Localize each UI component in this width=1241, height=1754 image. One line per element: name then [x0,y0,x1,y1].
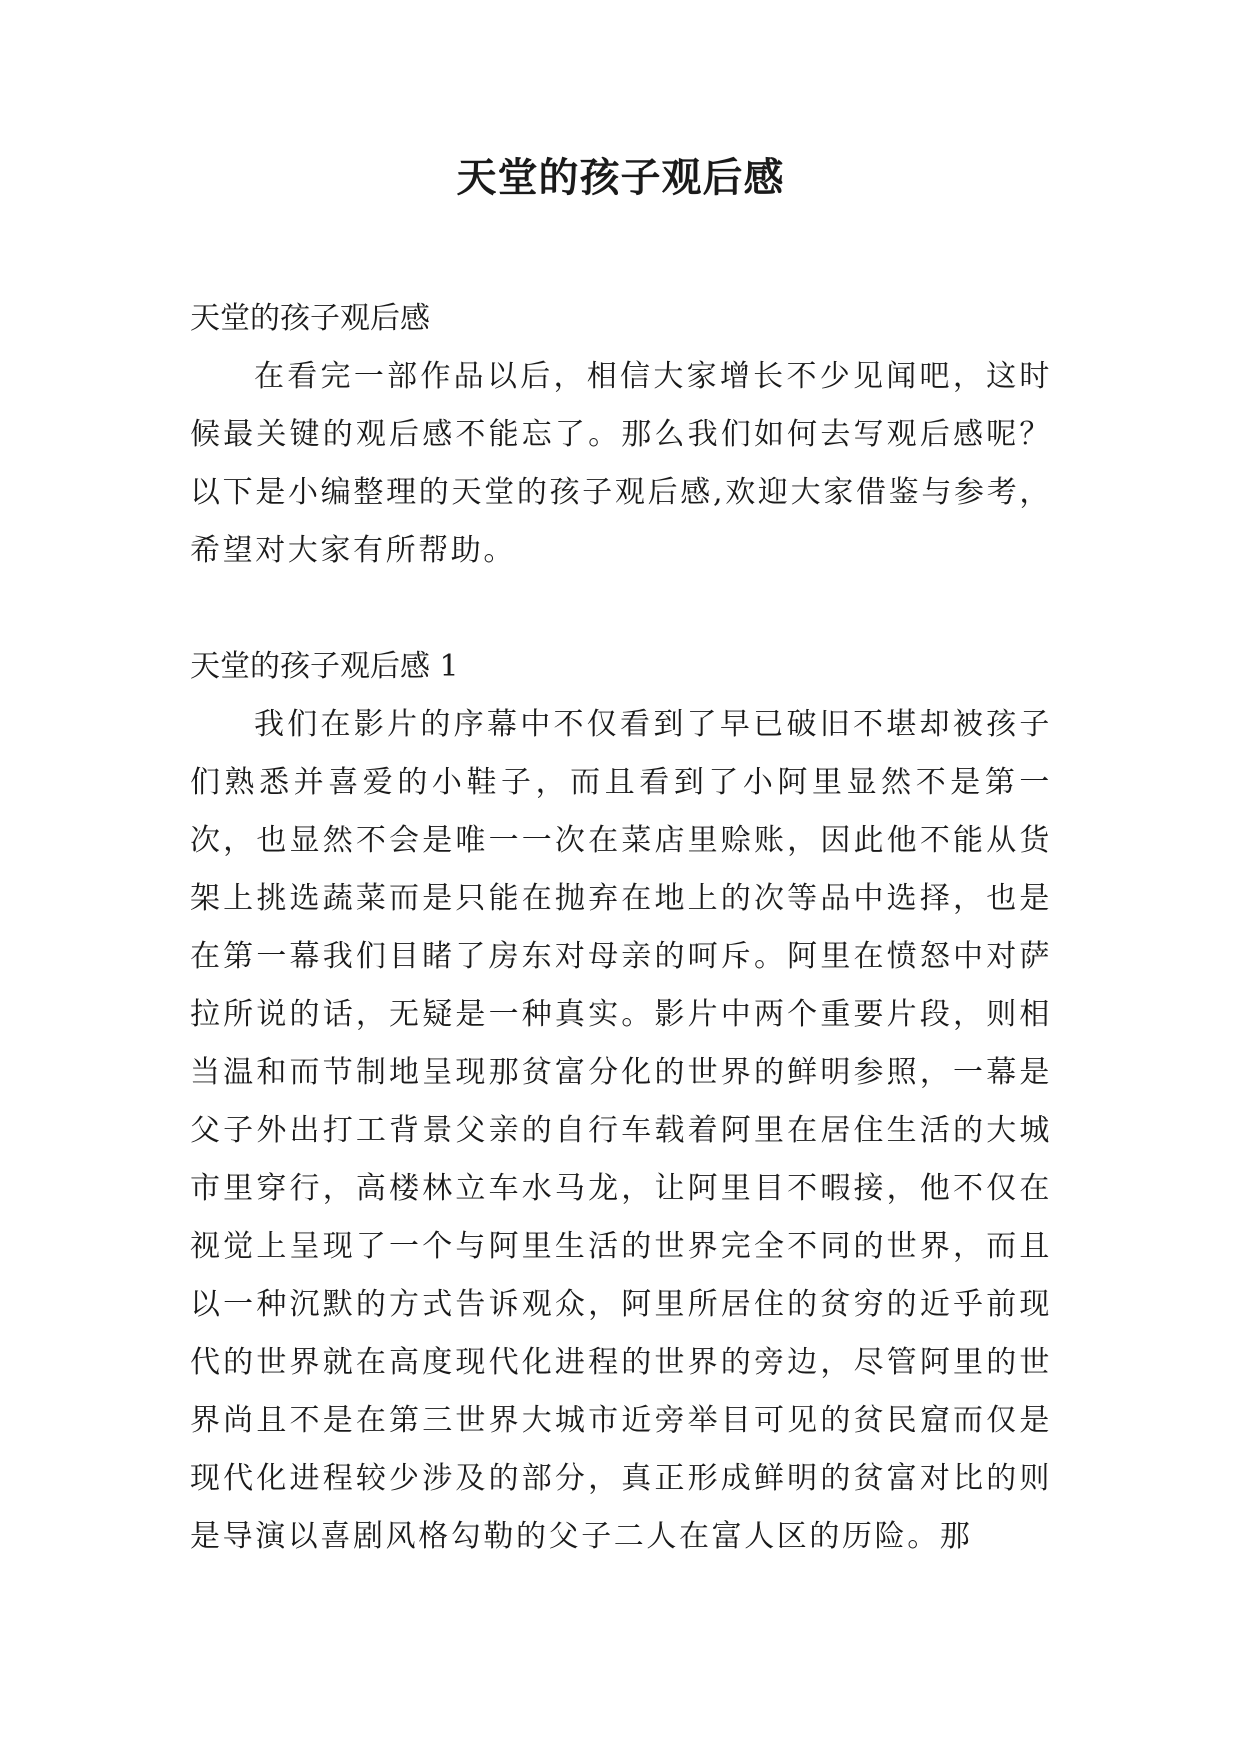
section-1-heading: 天堂的孩子观后感 1 [190,649,459,684]
section-1-paragraph: 我们在影片的序幕中不仅看到了早已破旧不堪却被孩子们熟悉并喜爱的小鞋子，而且看到了小阿里显然不是第一次，也显然不会是唯一一次在菜店里赊账，因此他不能从货架上挑选蔬菜而是只能在抛弃在地上的次等品中选择，也是在第一幕我们目睹了房东对母亲的呵斥。阿里在愤怒中对萨拉所说的话，无疑是一种真实。影片中两个重要片段，则相当温和而节制地呈现那贫富分化的世界的鲜明参照，一幕是父子外出打工背景父亲的自行车载着阿里在居住生活的大城市里穿行，高楼林立车水马龙，让阿里目不暇接，他不仅在视觉上呈现了一个与阿里生活的世界完全不同的世界，而且以一种沉默的方式告诉观众，阿里所居住的贫穷的近乎前现代的世界就在高度现代化进程的世界的旁边，尽管阿里的世界尚且不是在第三世界大城市近旁举目可见的贫民窟而仅是现代化进程较少涉及的部分，真正形成鲜明的贫富对比的则是导演以喜剧风格勾勒的父子二人在富人区的历险。那 [190,707,1052,1554]
paragraph-spacer [190,580,1052,638]
document-body [190,290,1052,1566]
intro-paragraph: 在看完一部作品以后，相信大家增长不少见闻吧，这时候最关键的观后感不能忘了。那么我们如何去写观后感呢？以下是小编整理的天堂的孩子观后感,欢迎大家借鉴与参考，希望对大家有所帮助。 [190,359,1052,568]
document-title: 天堂的孩子观后感 [456,154,785,201]
intro-heading: 天堂的孩子观后感 [190,301,430,336]
